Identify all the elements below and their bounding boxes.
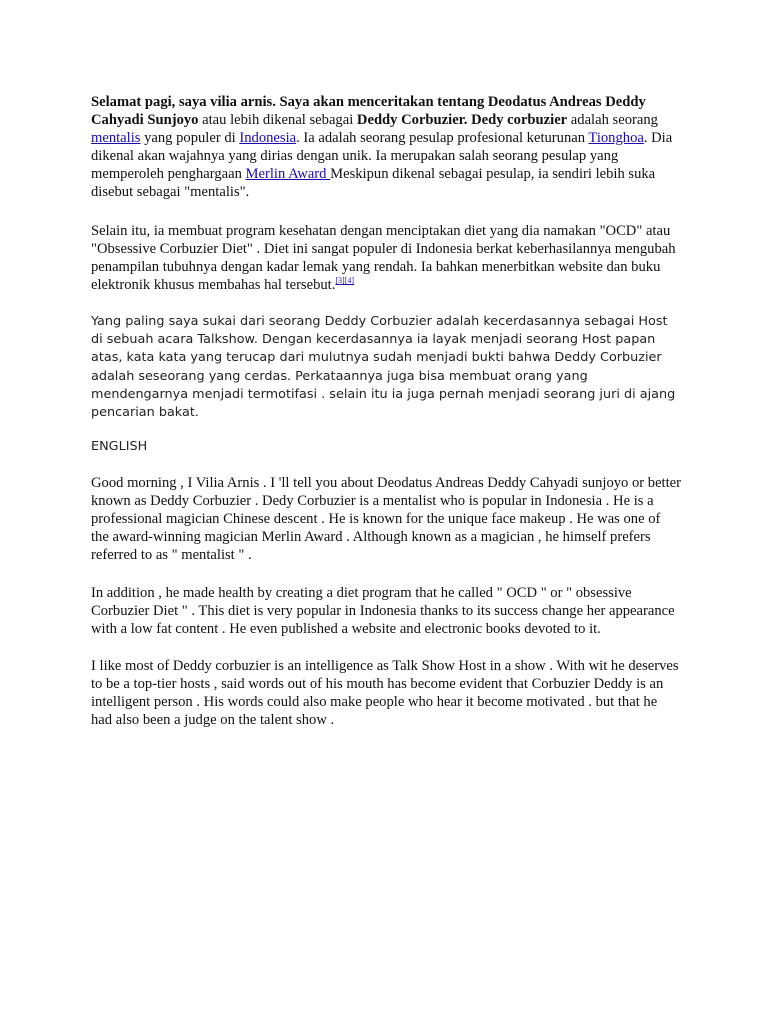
document-page: [91, 93, 681, 729]
paragraph-diet-indonesian: [91, 222, 681, 294]
link-indonesia[interactable]: Indonesia: [239, 130, 297, 146]
link-tionghoa[interactable]: Tionghoa: [588, 130, 644, 146]
name-bold-text: Deddy Corbuzier. Dedy corbuzier: [356, 112, 568, 128]
paragraph-intro-english: Good morning , I Vilia Arnis . I 'll tell you about Deodatus Andreas Deddy Cahyadi sunjoyo or better known as Deddy Corbuzier . Dedy Corbuzier is a mentalist who is popular in Indonesia . He is a professional magician Chinese descent . He is known for the unique face makeup . He was one of the award-winning magician Merlin Award . Although known as a magician , he himself prefers referred to as " mentalist " .: [91, 475, 682, 564]
section-heading-english: ENGLISH: [91, 439, 148, 455]
intro-text: adalah seorang: [567, 112, 658, 128]
intro-text: atau lebih dikenal sebagai: [198, 112, 357, 128]
citation-ref: [335, 276, 354, 285]
paragraph-favorite-english: I like most of Deddy corbuzier is an intelligence as Talk Show Host in a show . With wit he deserves to be a top-tier hosts , said words out of his mouth has become evident that Corbuzier Deddy is an intelligent person . His words could also make people who hear it become motivated . but that he had also been a judge on the talent show .: [91, 658, 679, 729]
paragraph-diet-english: In addition , he made health by creating a diet program that he called " OCD " or " obsessive Corbuzier Diet " . This diet is very popular in Indonesia thanks to its success change her appearance with a low fat content . He even published a website and electronic books devoted to it.: [91, 585, 675, 638]
diet-text: Selain itu, ia membuat program kesehatan dengan menciptakan diet yang dia namakan "OCD" atau "Obsessive Corbuzier Diet" . Diet ini sangat populer di Indonesia berkat keberhasilannya mengubah penampilan tubuhnya dengan kadar lemak yang rendah. Ia bahkan menerbitkan website dan buku elektronik khusus membahas hal tersebut.: [91, 223, 676, 293]
intro-text: Meskipun dikenal sebagai pesulap, ia sendiri lebih suka disebut sebagai "mentalis".: [91, 166, 656, 200]
paragraph-intro-indonesian: [91, 93, 681, 201]
intro-text: yang populer di: [140, 130, 240, 146]
citation-link[interactable]: [3][4]: [335, 276, 355, 286]
link-mentalis[interactable]: mentalis: [91, 130, 141, 146]
link-merlin-award[interactable]: Merlin Award: [245, 166, 331, 182]
intro-text: . Ia adalah seorang pesulap profesional keturunan: [296, 130, 589, 146]
intro-text: . Dia dikenal akan wajahnya yang dirias dengan unik. Ia merupakan salah seorang pesulap yang memperoleh penghargaan: [91, 130, 673, 182]
paragraph-favorite-indonesian: Yang paling saya sukai dari seorang Deddy Corbuzier adalah kecerdasannya sebagai Host di sebuah acara Talkshow. Dengan kecerdasannya ia layak menjadi seorang Host papan atas, kata kata yang terucap dari mulutnya sudah menjadi bukti bahwa Deddy Corbuzier adalah seseorang yang cerdas. Perkataannya juga bisa membuat orang yang mendengarnya menjadi termotifasi . selain itu ia juga pernah menjadi seorang juri di ajang pencarian bakat.: [91, 314, 676, 421]
intro-bold-text: Selamat pagi, saya vilia arnis. Saya akan menceritakan tentang Deodatus Andreas Deddy Cahyadi Sunjoyo: [91, 94, 646, 128]
